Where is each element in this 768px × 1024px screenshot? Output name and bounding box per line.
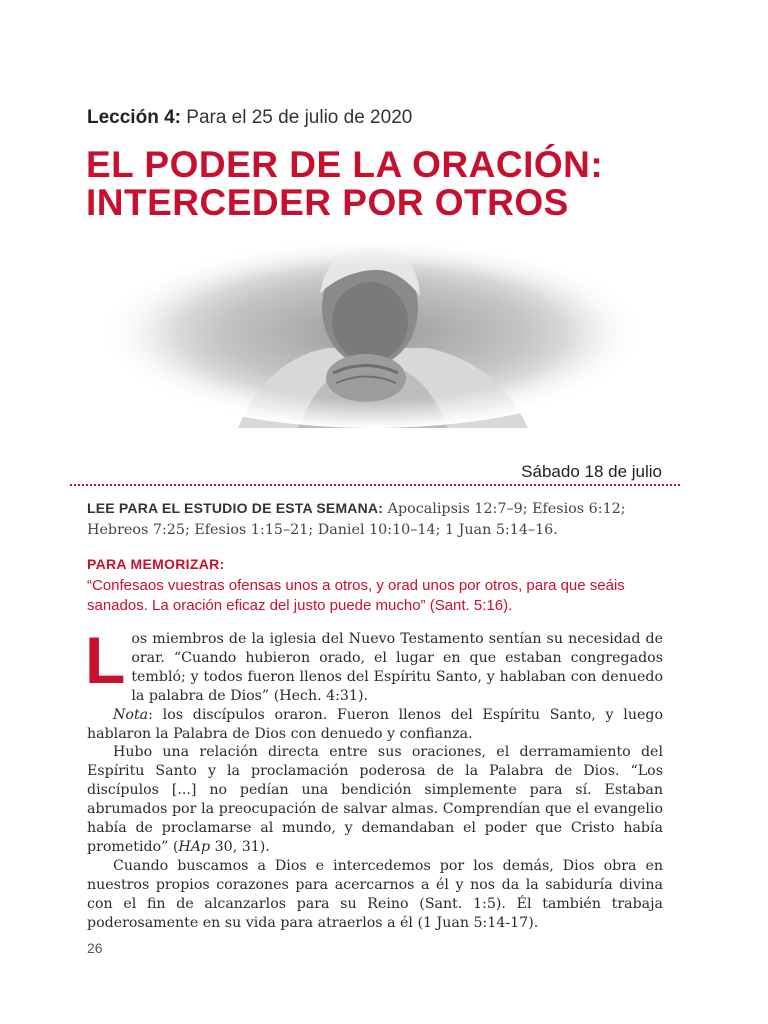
paragraph-1: Los miembros de la iglesia del Nuevo Testamento sentían su necesidad de orar. “Cuando hubieron orado, el lugar en que estaban congregados tembló; y todos fueron llenos del Espíritu Santo, y hablaban con denuedo la palabra de Dios” (Hech. 4:31). (85, 623, 663, 704)
praying-man-photo (98, 238, 648, 428)
paragraph-2: Nota: los discípulos oraron. Fueron llenos del Espíritu Santo, y luego hablaron la Palabra de Dios con denuedo y confianza. (87, 706, 663, 742)
drop-cap: L (85, 623, 126, 697)
paragraph-3: Hubo una relación directa entre sus oraciones, el derramamiento del Espíritu Santo y la proclamación poderosa de la Palabra de Dios. “Los discípulos [...] no pedían una bendición simplemente para sí. Estaban abrumados por la preocupación de salvar almas. Comprendían que el evangelio había de proclamarse al mundo, y demandaban el poder que Cristo había prometido” (HAp 30, 31). (87, 744, 663, 855)
lesson-heading (87, 107, 412, 129)
dotted-divider (70, 484, 680, 486)
memorize-label: PARA MEMORIZAR: (87, 556, 225, 572)
study-label: LEE PARA EL ESTUDIO DE ESTA SEMANA: (87, 500, 384, 516)
title-line-1: EL PODER DE LA ORACIÓN: (86, 144, 604, 185)
lesson-body (85, 623, 663, 933)
paragraph-4: Cuando buscamos a Dios e intercedemos por los demás, Dios obra en nuestros propios corazones para acercarnos a él y nos da la sabiduría divina con el fin de alcanzarlos para su Reino (Sant. 1:5). Él también trabaja poderosamente en su vida para atraerlos a él (1 Juan 5:14-17). (87, 857, 663, 931)
study-refs: Apocalipsis 12:7–9; Efesios 6:12; Hebreos 7:25; Efesios 1:15–21; Daniel 10:10–14; 1 Juan 5:14–16. (87, 501, 626, 538)
day-heading: Sábado 18 de julio (521, 462, 662, 481)
memory-verse: “Confesaos vuestras ofensas unos a otros, y orad unos por otros, para que seáis sanados. La oración eficaz del justo puede mucho” (Sant. 5:16). (87, 577, 625, 614)
page-number: 26 (87, 940, 103, 956)
study-references (87, 498, 663, 541)
page-title (86, 146, 603, 222)
lesson-label: Lección 4: (87, 107, 181, 128)
title-line-2: INTERCEDER POR OTROS (86, 182, 569, 223)
lesson-date: Para el 25 de julio de 2020 (186, 107, 413, 128)
